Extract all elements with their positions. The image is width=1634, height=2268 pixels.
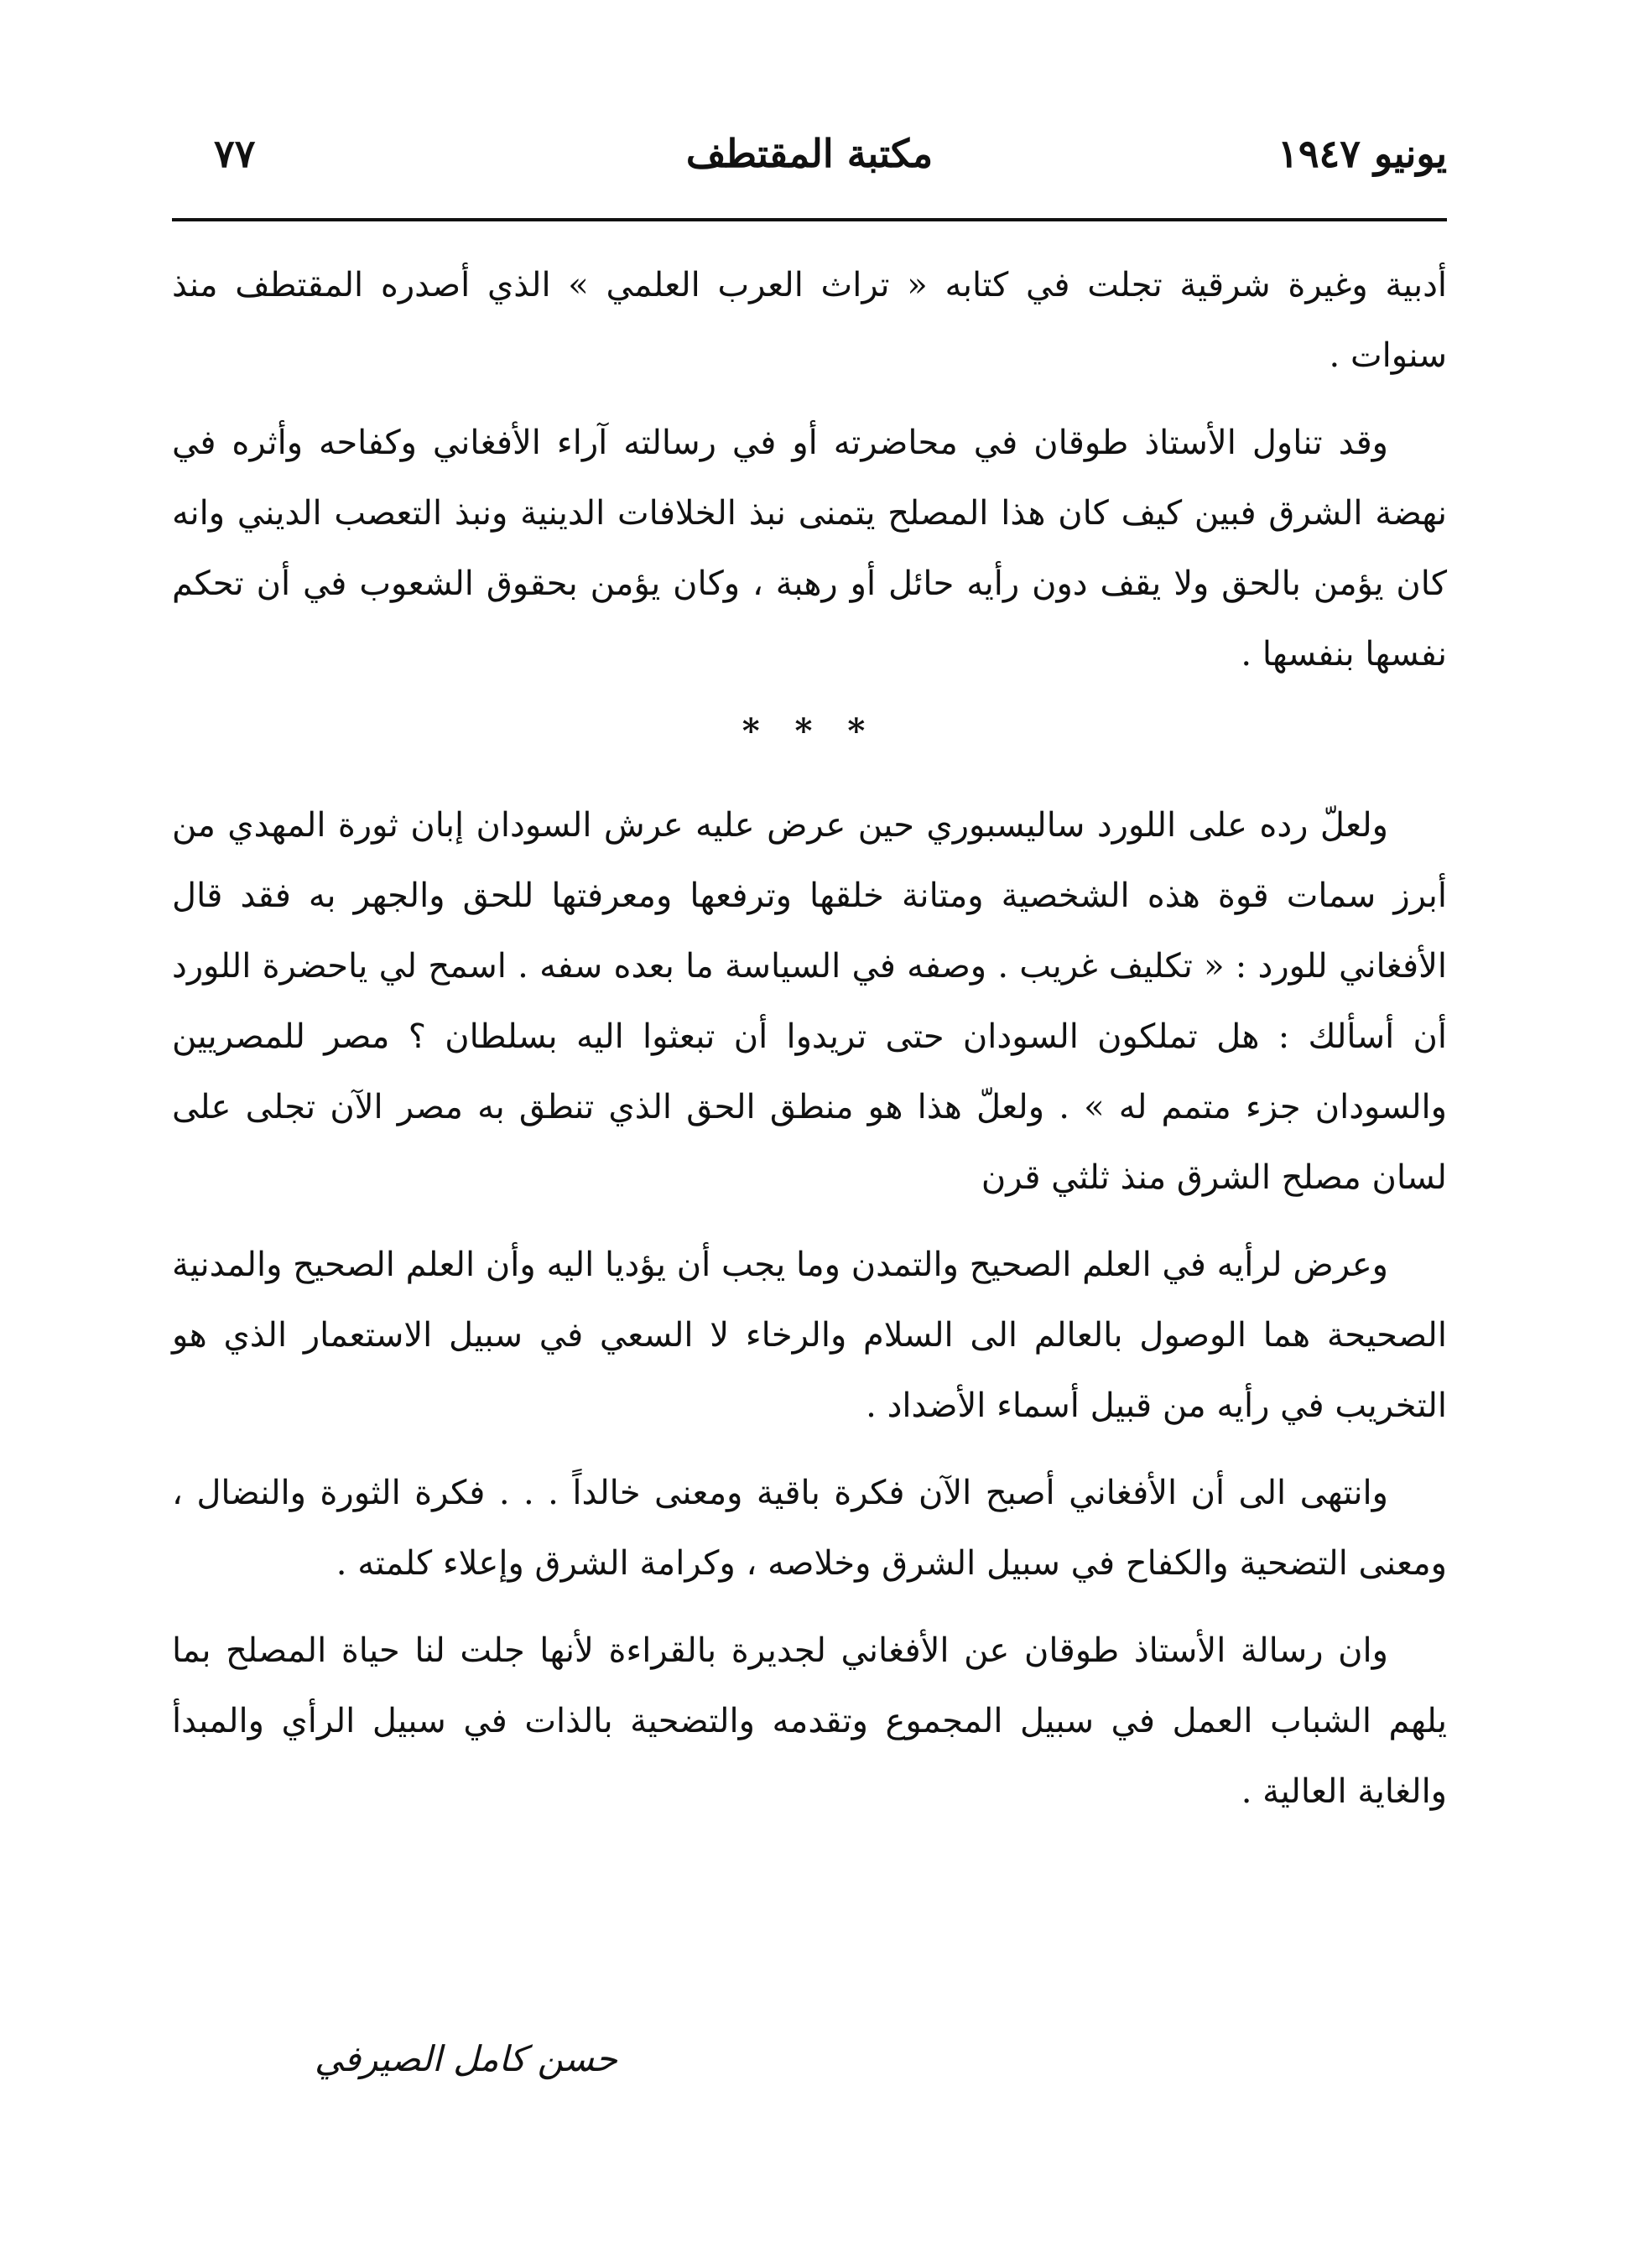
section-separator: * * * [742,711,877,751]
paragraph-continuation: أدبية وغيرة شرقية تجلت في كتابه « تراث العرب العلمي » الذي أصدره المقتطف منذ سنوات . [172,266,1447,375]
running-header [172,126,1447,193]
issue-date: يونيو ١٩٤٧ [1278,131,1447,176]
header-rule [172,218,1447,221]
article-body [172,250,1447,1844]
author-signature: حسن كامل الصيرفي [315,2038,618,2079]
paragraph-recommendation: وان رسالة الأستاذ طوقان عن الأفغاني لجديرة بالقراءة لأنها جلت لنا حياة المصلح بما يلهم الشباب العمل في سبيل المجموع وتقدمه والتضحية بالذات في سبيل الرأي والمبدأ والغاية العالية . [172,1631,1447,1811]
paragraph-tuqan-lecture: وقد تناول الأستاذ طوقان في محاضرته أو في رسالته آراء الأفغاني وكفاحه وأثره في نهضة الشرق فبين كيف كان هذا المصلح يتمنى نبذ الخلافات الدينية ونبذ التعصب الديني وانه كان يؤمن بالحق ولا يقف دون رأيه حائل أو رهبة ، وكان يؤمن بحقوق الشعوب في أن تحكم نفسها بنفسها . [172,424,1447,674]
document-page [172,126,1447,2181]
paragraph-science-civilization: وعرض لرأيه في العلم الصحيح والتمدن وما يجب أن يؤديا اليه وأن العلم الصحيح والمدنية الصحيحة هما الوصول بالعالم الى السلام والرخاء لا السعي في سبيل الاستعمار الذي هو التخريب في رأيه من قبيل أسماء الأضداد . [172,1246,1447,1425]
paragraph-conclusion: وانتهى الى أن الأفغاني أصبح الآن فكرة باقية ومعنى خالداً . . . فكرة الثورة والنضال ، ومعنى التضحية والكفاح في سبيل الشرق وخلاصه ، وكرامة الشرق وإعلاء كلمته . [172,1474,1447,1583]
paragraph-salisbury-reply: ولعلّ رده على اللورد ساليسبوري حين عرض عليه عرش السودان إبان ثورة المهدي من أبرز سمات قوة هذه الشخصية ومتانة خلقها وترفعها ومعرفتها للحق والجهر به فقد قال الأفغاني للورد : « تكليف غريب . وصفه في السياسة ما بعده سفه . اسمح لي ياحضرة اللورد أن أسألك : هل تملكون السودان حتى تريدوا أن تبعثوا اليه بسلطان ؟ مصر للمصريين والسودان جزء متمم له » . ولعلّ هذا هو منطق الحق الذي تنطق به مصر الآن تجلى على لسان مصلح الشرق منذ ثلثي قرن [172,806,1447,1197]
section-title: مكتبة المقتطف [685,131,934,176]
page-number: ٧٧ [214,131,256,176]
